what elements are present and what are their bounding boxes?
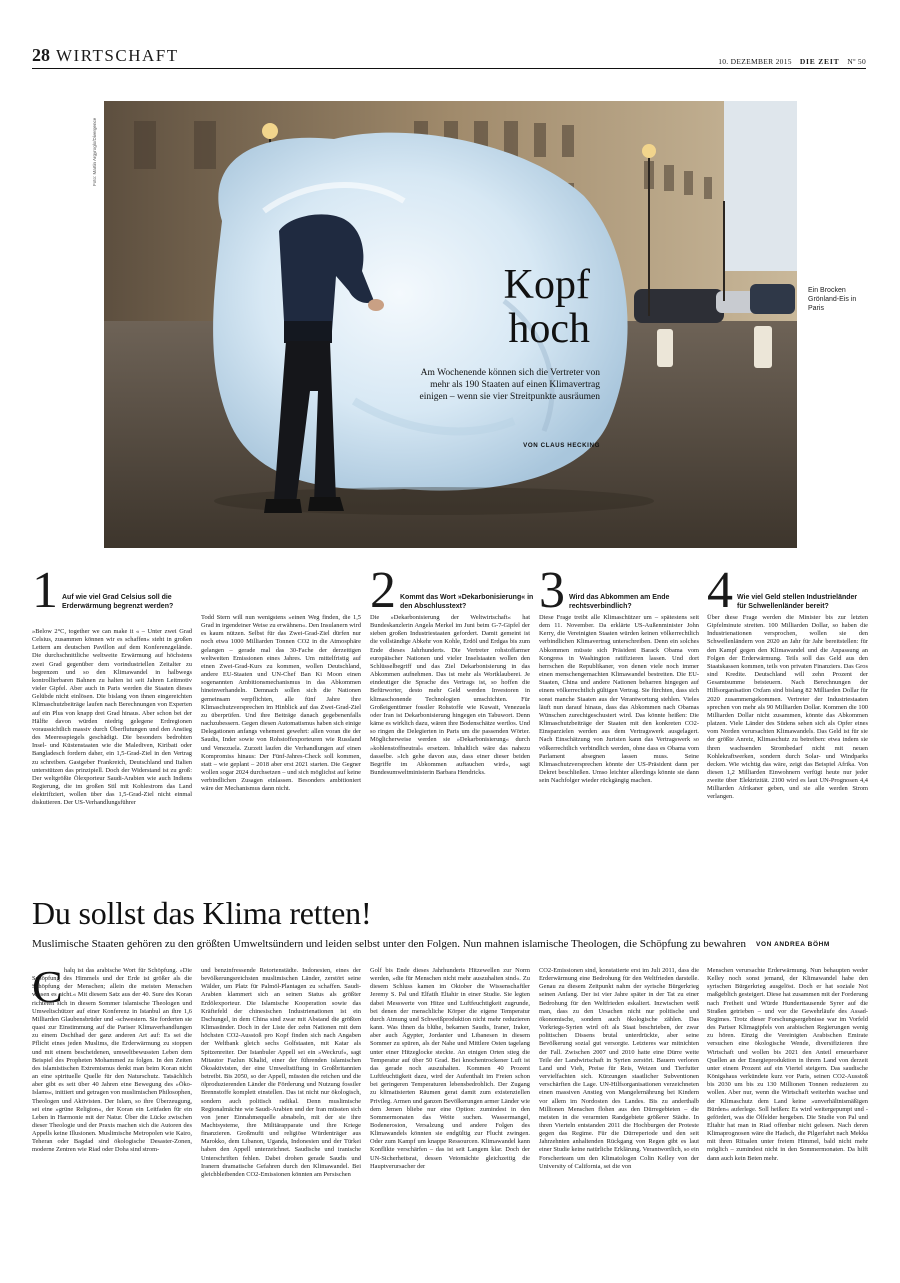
question-heading bbox=[32, 562, 202, 619]
article-column: Todd Stern will nun wenigstens »einen Weg finden, die 1,5 Grad in irgendeiner Weise zu erwähnen«. Den Insulanern wird es kaum nützen. Selbst für das Zwei-Grad-Ziel dürfen nur noch etwa 1000 Milliarden Tonnen CO2 in die Atmosphäre gelangen – gerade mal das 30-Fache der derzeitigen weltweiten Emissionen eines Jahres. Um mittelfristig auf einen Zwei-Grad-Kurs zu kommen, wollen Deutschland, andere EU-Staaten und UN-Chef Ban Ki Moon einen sogenannten Ambitionsmechanismus in das Abkommen hineinverhandeln. Demnach sollen sich die Nationen gemeinsam verpflichten, alle fünf Jahre ihre Klimaschutzversprechen im Hinblick auf das Zwei-Grad-Ziel zu überprüfen. Und ihre Beiträge danach gegebenenfalls nachzubessern. Gegen diesen Automatismus haben sich einige Delegationen anfangs vehement gewehrt: allen voran die der Saudis, Inder sowie von Rohstoffexporteuren wie Russland und Venezuela. Zurzeit laufen die Verhandlungen auf einen Kompromiss hinaus: Der Fünf-Jahres-Check soll kommen, statt – wie geplant – 2018 aber erst 2021 starten. Die Gegner wollen sogar 2024 durchsetzen – und sich möglichst auf keine verbindlichen Zusagen einlassen. Besonders ambitioniert wäre der Mechanismus dann nicht. bbox=[201, 614, 361, 793]
article-column: Über diese Frage werden die Minister bis zur letzten Gipfelminute streiten. 100 Milliarden Dollar, so haben die Industrienationen versprochen, wollen sie den Schwellenländern von 2020 an Jahr für Jahr bereitstellen: für den Kampf gegen den Klimawandel und die Anpassung an Folgen der Erderwärmung. Teils soll das Geld aus den Staatskassen kommen, teils von privaten Finanziers. Das Gros sind Kredite. Deutschland will zehn Prozent der Gesamtsumme beisteuern. Nach Berechnungen der Hilfsorganisation Oxfam sind bislang 82 Milliarden Dollar für 2020 zusammengekommen. Vertreter der Industriestaaten sprechen von mehr als 90 Milliarden Dollar. Kommen die 100 Milliarden Dollar nicht zusammen, könnte das Abkommen platzen. Viele Länder des Südens sehen sich als Opfer eines vom Norden verursachten Klimawandels. Das Geld ist für sie der größte Anreiz, Klimaschutz zu betreiben: etwa indem sie ihren wachsenden Strombedarf nicht mit neuen Kohlekraftwerken, sondern durch Solar- und Windparks decken. Wie wichtig das wäre, zeigt das Beispiel Afrika. Von diesen 1,2 Milliarden Einwohnern verfügt heute nur jeder zweite über Elektrizität. 2100 wird es laut UN-Prognosen 4,4 Milliarden Afrikaner geben, und sie alle werden Strom verlangen. bbox=[707, 614, 868, 801]
feature-headline-line1: Kopf bbox=[503, 262, 590, 308]
article2-subhead: Muslimische Staaten gehören zu den größten Umweltsündern und leiden selbst unter den Folgen. Nun mahnen islamische Theologen, die Schöpfung zu bewahren bbox=[32, 938, 747, 950]
question-heading bbox=[370, 562, 535, 619]
question-text: Wird das Abkommen am Ende rechtsverbindlich? bbox=[569, 594, 670, 610]
article-column: Diese Frage treibt alle Klimaschützer um – spätestens seit dem 11. November. Da erklärte US-Außenminister John Kerry, die Vereinigten Staaten würden keinen völkerrechtlich verbindlichen Klimavertrag unterschreiben. Denn ein solches Abkommen müsste sich Präsident Barack Obama vom Kongress in Washington ratifizieren lassen. Und dort herrschen die Republikaner, von denen viele noch immer einen menschengemachten Klimawandel bestreiten. Die EU-Staaten, China und andere Nationen beharren hingegen auf einem völkerrechtlich gültigen Vertrag. Sie fürchten, dass sich sonst manche Staaten aus der Verantwortung stehlen. Vieles läuft nun darauf hinaus, dass das Abkommen nach Obamas Wünschen zurechtgeschustert wird. Das könnte heißen: Die Klimaschutzbeiträge der Staaten mit den konkreten CO2-Einsparzielen werden aus dem Vertragswerk ausgelagert. Nach Einschätzung von Juristen kann das Vertragswerk so völkerrechtlich verbindlich werden, ohne dass es Obama vom Parlament absegnen lassen muss. Seine Klimaschutzversprechen könnte der US-Präsident dann per Dekret beschließen. Umso leichter allerdings könnte sie dann sein Nachfolger wieder rückgängig machen. bbox=[539, 614, 699, 785]
issue-date: 10. DEZEMBER 2015 bbox=[718, 57, 792, 66]
question-heading bbox=[539, 562, 704, 619]
article2-headline: Du sollst das Klima retten! bbox=[32, 895, 372, 931]
photo-caption: Ein Brocken Grönland-Eis in Paris bbox=[808, 287, 857, 312]
question-number: 2 bbox=[370, 562, 396, 619]
question-text: Auf wie viel Grad Celsius soll die Erderwärmung begrenzt werden? bbox=[62, 594, 174, 610]
question-text: Kommt das Wort »Dekarbonisierung« in den Abschlusstext? bbox=[400, 594, 534, 610]
page-header bbox=[32, 40, 866, 66]
article-column: Golf bis Ende dieses Jahrhunderts Hitzewellen zur Norm werden, »die für Menschen nicht mehr auszuhalten sind«. Zu diesem Schluss kamen im Oktober die Wissenschaftler Jeremy S. Pal und Elfatih Eltahir in einer Studie. Sie legten dabei Messwerte von Hitze und Luftfeuchtigkeit zugrunde, bei denen der menschliche Körper die eigene Temperatur durch Atmung und Schweißproduktion nicht mehr reduzieren kann. Was ihnen da blühe, bekamen Saudis, Iraner, Iraker, aber auch Ägypter, Jordanier und Libanesen in diesem Sommer zu spüren, als der Nahe und Mittlere Osten tagelang unter einer Hitzeglocke steckte. An einigen Orten stieg die Temperatur auf über 50 Grad. Bei knochentrockener Luft ist das gerade noch auszuhalten. Kommen 40 Prozent Luftfeuchtigkeit dazu, wird der Aufenthalt im Freien schon bei geringeren Temperaturen lebensbedrohlich. Der Zugang zu klimatisierten Räumen gerat damit zum existenziellen Privileg. Armen und ganzen Bevölkerungen armer Länder wie dem Jemen bliebe nur eine Option: zumindest in den Sommermonaten das Weite suchen. Wassermangel, Bodenerosion, Versalzung und andere Folgen des Klimawandels könnten sie endgültig zur Flucht zwingen. Oder zum Kampf um knappe Ressourcen. Klimawandel kann Konflikte verschärfen – das ist seit Langem klar. Doch der UN-Sicherheitsrat, dessen Vetomächte gleichzeitig die Hauptverursacher der bbox=[370, 967, 530, 1170]
article2-subhead-row bbox=[32, 938, 872, 950]
paper-name: DIE ZEIT bbox=[799, 57, 840, 66]
article2-author: VON ANDREA BÖHM bbox=[756, 941, 830, 948]
photo-credit: Foto: Martin Argyroglo/Divergence bbox=[92, 117, 97, 186]
article-column: CO2-Emissionen sind, konstatierte erst im Juli 2011, dass die Erderwärmung eine Bedrohung für den Weltfrieden darstelle. Genau zu diesem Zeitpunkt nahm der syrische Bürgerkrieg seinen Anfang. Der ist vier Jahre später in der Tat zu einer Bedrohung für den Weltfrieden eskaliert. Inzwischen weiß man, dass zu den Ursachen nicht nur politische und ökonomische, sondern auch ökologische zählen. Das Vorkriegs-Syrien wird oft als Staat beschrieben, der zwar politischen Dissens brutal unterdrückte, aber seine Bevölkerung sozial gut versorgte. Letzteres war mitnichten der Fall. Zwischen 2007 und 2010 hatte eine Dürre weite Teile der Landwirtschaft in Syrien zerstört. Bauern verloren Land und Vieh, Preise für Reis, Weizen und Tierfutter vervielfachten sich. Kürzungen staatlicher Subventionen verschärften die Lage. UN-Hilfsorganisationen verzeichneten einen massiven Anstieg von Mangelernährung bei Kindern vor allem im Nordosten des Landes. Bis zu anderthalb Millionen Menschen flohen aus den Dürregebieten – die meisten in die verarmten Randgebiete größerer Städte. In ihren Vierteln entstanden 2011 die Hochburgen der Proteste gegen das Regime. Für die Dürreperiode und den seit Jahrzehnten anhaltenden Rückgang von Regen gibt es laut einer Studie keine natürliche Erklärung. Verantwortlich, so ein Forscherteam um den Klimatologen Colin Kelley von der University of California, sei die von bbox=[539, 967, 699, 1170]
question-number: 4 bbox=[707, 562, 733, 619]
article2-dropcap: C bbox=[32, 961, 63, 1012]
article-column: Menschen verursachte Erderwärmung. Nun behaupten weder Kelley noch sonst jemand, der Klimawandel habe den syrischen Bürgerkrieg ausgelöst. Doch er hat soziale Not maßgeblich gesteigert. Diese hat zusammen mit der Forderung nach Freiheit und Würde Hunderttausende Syrer auf die Straßen getrieben – und vor die Gewehrläufe des Assad-Regimes. Trotz dieser Forschungsergebnisse war im Vorfeld des Pariser Klimagipfels von arabischen Regierungen wenig zu hören. Einzig die Vereinigten Arabischen Emirate versuchen eine ökologische Wende, diversifizieren ihre Wirtschaft und wollen bis 2021 den Anteil erneuerbarer Quellen an der Energieproduktion in ihrem Land von derzeit unter einem Prozent auf ein Viertel steigern. Das saudische Königshaus verkündete kurz vor Paris, seinen CO2-Ausstoß bis 2030 um bis zu 130 Millionen Tonnen reduzieren zu wollen. Aber nur, wenn die Wirtschaft weiterhin wachse und der Klimaschutz dem Land keine »unverhältnismäßigen Bürden« auferlege. Soll heißen: Es wird weitergepumpt und -gefördert, was die Ölfelder hergeben. Die Studie von Pal und Eltahir hat man in Riad offenbar nicht gelesen. Nach deren Klimaprognosen wäre die Hadsch, die Pilgerfahrt nach Mekka mit ihren Ritualen unter freiem Himmel, bald nicht mehr möglich – zumindest nicht in den Sommermonaten. Da hilft dann auch kein Beten mehr. bbox=[707, 967, 868, 1162]
article-column: und benzinfressende Retortenstädte. Indonesien, eines der bevölkerungsreichsten muslimischen Länder, zerstört seine Wälder, um Platz für Palmöl-Plantagen zu schaffen. Saudi-Arabien klammert sich an seinen Status als größter Erdölexporteur. Die Islamische Kooperation sowie das Kräftefeld der chinesischen Industrienationen ist ein Dschungel, in dem China sind zwar mit Abstand die größten Klimasünder. Doch in der Liste der zehn Nationen mit dem höchsten CO2-Ausstoß pro Kopf finden sich nach Angaben der Weltbank gleich sechs Golfstaaten, mit Katar als Spitzenreiter. Der Istanbuler Appell sei ein »Weckruf«, sagt Mitautor Fazlun Khalid, einer der führenden islamischen Ökoaktivisten, der eine Umweltstiftung in Großbritannien betreibt. Bis 2050, so der Appell, müssten die reichen und die ölproduzierenden Länder die Förderung und Nutzung fossiler Brennstoffe komplett einstellen. Das ist nicht nur ökologisch, sondern auch politisch radikal. Denn muslimische Regionalmächte wie Saudi-Arabien und der Iran müssten sich von jener Einnahmequelle abnabeln, mit der sie ihre Machtsysteme, ihre Militärapparate und ihre Kriege finanzieren. Großmufti und religiöse Würdenträger aus Marokko, dem Libanon, Uganda, Indonesien und der Türkei haben den Appell unterzeichnet. Saudische und iranische Unterschriften fehlen. Dabei drohen gerade Saudis und Iranern dramatische Gefahren durch den Klimawandel. Bei gleichbleibenden CO2-Emissionen könnten am Persischen bbox=[201, 967, 361, 1178]
feature-author: VON CLAUS HECKING bbox=[523, 442, 600, 449]
question-number: 3 bbox=[539, 562, 565, 619]
header-rule bbox=[32, 68, 866, 69]
page-number: 28 bbox=[32, 45, 50, 65]
article-column: »Below 2°C, together we can make it « – Unter zwei Grad Celsius, zusammen können wir es schaffen« steht in großen Lettern am deutschen Pavillon auf dem Konferenzgelände. Die durchschnittliche weltweite Erwärmung auf höchstens zwei Grad gegenüber dem vorindustriellen Zeitalter zu begrenzen und so den Klimawandel in halbwegs kontrollierbaren Bahnen zu halten ist seit Jahren Leitmotiv vieler Gipfel. Aber auch in Paris werden die Staaten dieses Gelübde nicht einlösen. Die bislang von ihnen eingereichten Klimaschutzbeiträge laufen nach Berechnungen von Experten auf ein Plus von knapp drei Grad hinaus. Aber schon bei der Hälfte davon würden niedrig gelegene Erdregionen voraussichtlich massiv durch Überflutungen und den Anstieg des Meeresspiegels geschädigt. Die besonders bedrohten Insel- und Küstenstaaten wie die Malediven, Kiribati oder Bangladesch fordern daher, ein 1,5-Grad-Ziel in den Vertrag zu schreiben. Gastgeber Frankreich, Deutschland und Italien unterstützen das prinzipiell. Doch der Widerstand ist zu groß: Der weltgrößte Ölexporteur Saudi-Arabien wie auch Indiens Regierung, die im großen Stil mit Kohlestrom das Land elektrifiziert, wollen über das 1,5-Grad-Ziel nicht einmal diskutieren. Der US-Verhandlungsführer bbox=[32, 628, 192, 807]
feature-lead: Am Wochenende können sich die Vertreter von mehr als 190 Staaten auf einen Klimavertrag einigen – wenn sie vier Streitpunkte ausräumen bbox=[419, 368, 600, 403]
question-heading bbox=[707, 562, 867, 619]
section-name: WIRTSCHAFT bbox=[56, 46, 179, 65]
issue-number: Nº 50 bbox=[847, 57, 866, 66]
question-number: 1 bbox=[32, 562, 58, 619]
article-column: halq ist das arabische Wort für Schöpfung. »Die Schöpfung des Himmels und der Erde ist größer als die Schöpfung der Menschen; allein die meisten Menschen wissen es nicht.« Mit diesem Satz aus der 40. Sure des Koran richteten sich in diesem Sommer islamische Theologen und Umweltschützer auf einer Konferenz in Istanbul an ihre 1,6 Milliarden Glaubensbrüder und -schwestern. Sie forderten sie quasi zur Einstimmung auf die Pariser Klimaverhandlungen zu einem Dschihad der ganz anderen Art auf: Es sei die Pflicht eines jeden Muslims, die Erderwärmung zu stoppen und mit einem bescheidenen, umweltbewussten Leben dem Beispiel des Propheten Mohammed zu folgen. In den Zeiten des islamistischen Extremismus denkt man beim Koran nicht an eine spirituelle Quelle für den Naturschutz. Tatsächlich aber gibt es seit über 40 Jahren eine Bewegung des »Öko-Islams«, initiiert und getragen von muslimischen Philosophen, Theologen und Aktivisten. Der Islam, so ihre Überzeugung, sei eine »grüne Religion«, der Koran ein Leitfaden für ein Leben in Harmonie mit der Natur. Über die Lücke zwischen dieser Theologie und der Praxis machen sich die Autoren des Appells keine Illusionen. Muslimische Metropolen wie Kairo, Teheran oder Bagdad sind ökologische Desaster-Zonen, moderne Zentren wie Riad oder Doha sind strom- bbox=[32, 967, 192, 1154]
question-text: Wie viel Geld stellen Industrieländer für Schwellenländer bereit? bbox=[737, 594, 858, 610]
article-column: Die »Dekarbonisierung der Weltwirtschaft« hat Bundeskanzlerin Angela Merkel im Juni beim G-7-Gipfel der sieben großen Industriestaaten gefordert. Damit gemeint ist die vollständige Abkehr von Kohle, Erdöl und Erdgas bis zum Ende dieses Jahrhunderts. Die Vertreter rohstoffarmer europäischer Nationen und vieler Inselstaaten wollen den Schlüsselbegriff und das Ziel Dekarbonisierung in das Abkommen aufnehmen. Das ist mehr als Wortklauberei. Je eindeutiger die Sprache des Vertrags ist, so hoffen die Befürworter, desto mehr Geld werden Investoren in klimaschonende Technologien umschichten. Für Großeigentümer fossiler Rohstoffe wie Kuwait, Venezuela oder Iran ist Dekarbonisierung hingegen ein Tabuwort. Denn käme es wirklich dazu, wären ihre Bodenschätze wertlos. Und so ringen die Delegierten in Paris um die passenden Wörter. Möglicherweise werden sie »Dekarbonisierung« durch »kohlenstoffneutral« ersetzen. Inhaltlich wäre das nahezu dasselbe. »Ich gehe davon aus, dass einer dieser beiden Begriffe im Abkommen auftauchen wird«, sagt Bundesumweltministerin Barbara Hendricks. bbox=[370, 614, 530, 776]
feature-headline bbox=[430, 263, 590, 351]
feature-headline-line2: hoch bbox=[508, 306, 590, 352]
